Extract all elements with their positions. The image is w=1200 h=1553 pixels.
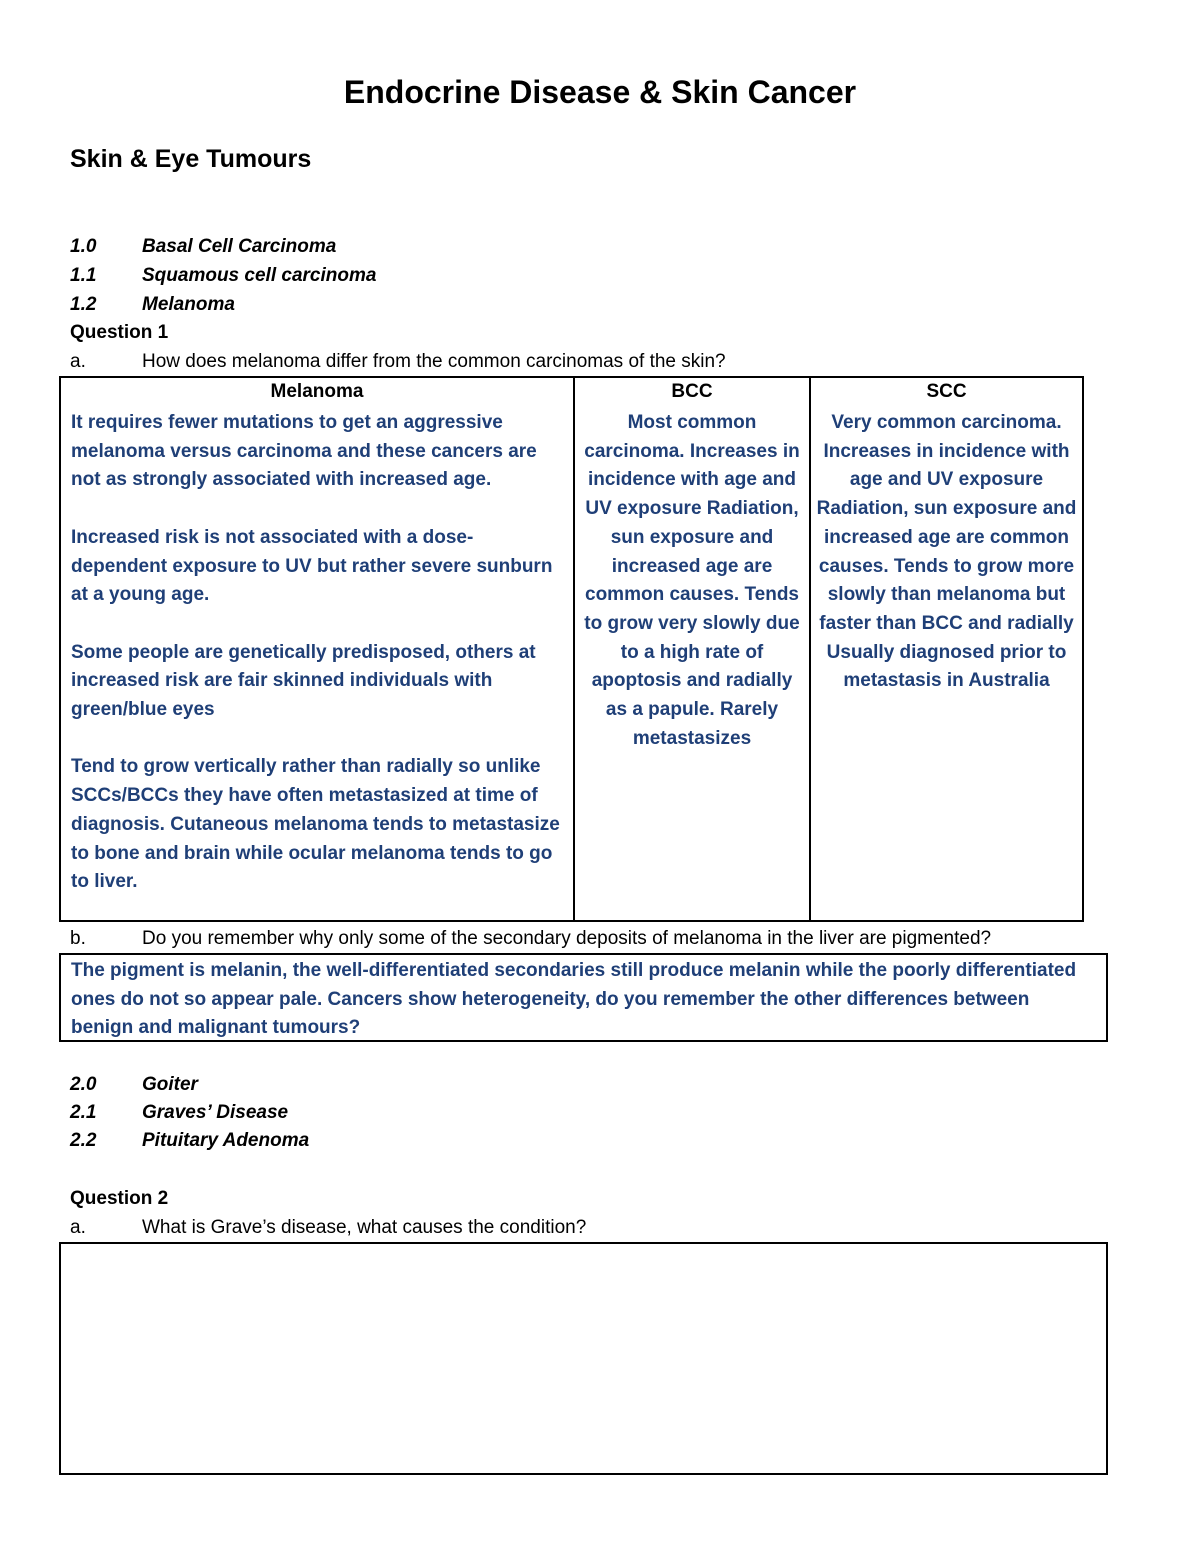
melanoma-paragraph: It requires fewer mutations to get an aggressive melanoma versus carcinoma and these cancers are not as strongly associated with increased age.: [71, 412, 537, 491]
document-title: Endocrine Disease & Skin Cancer: [343, 74, 857, 110]
column-header-melanoma: Melanoma: [270, 381, 364, 402]
toc-item: [70, 1102, 288, 1124]
melanoma-paragraph: Some people are genetically predisposed, others at increased risk are fair skinned individuals with green/blue eyes: [71, 641, 536, 720]
scc-column: [811, 378, 1082, 920]
toc-item: [70, 294, 235, 316]
toc-item: [70, 236, 336, 258]
question-2a: [70, 1217, 586, 1239]
comparison-table: [59, 376, 1084, 922]
question-letter: b.: [70, 928, 86, 949]
toc-label: Goiter: [142, 1074, 198, 1095]
question-text: How does melanoma differ from the common carcinomas of the skin?: [142, 351, 726, 372]
toc-item: [70, 1130, 309, 1152]
question-1a: [70, 351, 726, 373]
question-text: Do you remember why only some of the secondary deposits of melanoma in the liver are pigmented?: [142, 928, 992, 949]
toc-label: Graves’ Disease: [142, 1102, 289, 1123]
question-letter: a.: [70, 1217, 86, 1238]
toc-number: 2.2: [70, 1130, 97, 1151]
answer-box-1b[interactable]: The pigment is melanin, the well-differentiated secondaries still produce melanin while the poorly differentiated ones do not so appear pale. Cancers show heterogeneity, do you remember the other differences between benign and malignant tumours?: [59, 953, 1108, 1042]
toc-label: Squamous cell carcinoma: [142, 265, 377, 286]
bcc-column: [575, 378, 811, 920]
toc-label: Pituitary Adenoma: [142, 1130, 310, 1151]
question-1-heading: Question 1: [70, 322, 169, 343]
column-header-scc: SCC: [926, 381, 967, 402]
answer-box-2a[interactable]: [59, 1242, 1108, 1475]
melanoma-cell: [61, 407, 573, 897]
toc-number: 2.1: [70, 1102, 97, 1123]
question-text: What is Grave’s disease, what causes the condition?: [142, 1217, 587, 1238]
question-letter: a.: [70, 351, 86, 372]
melanoma-column: [61, 378, 575, 920]
melanoma-paragraph: Tend to grow vertically rather than radially so unlike SCCs/BCCs they have often metastasized at time of diagnosis. Cutaneous melanoma tends to metastasize to bone and brain while ocular melanoma tends to go to liver.: [71, 756, 560, 893]
toc-item: [70, 1074, 198, 1096]
column-header-bcc: BCC: [671, 381, 713, 402]
toc-number: 1.1: [70, 265, 97, 286]
toc-number: 2.0: [70, 1074, 97, 1095]
toc-label: Basal Cell Carcinoma: [142, 236, 337, 257]
toc-number: 1.2: [70, 294, 97, 315]
toc-item: [70, 265, 376, 287]
melanoma-paragraph: Increased risk is not associated with a dose-dependent exposure to UV but rather severe sunburn at a young age.: [71, 526, 553, 606]
bcc-cell: Most common carcinoma. Increases in incidence with age and UV exposure Radiation, sun exposure and increased age are common causes. Tends to grow very slowly due to a high rate of apoptosis and radially as a papule. Rarely metastasizes: [584, 412, 800, 749]
toc-number: 1.0: [70, 236, 97, 257]
question-2-heading: Question 2: [70, 1188, 169, 1209]
section-title: Skin & Eye Tumours: [70, 145, 312, 173]
question-1b: [70, 928, 991, 950]
scc-cell: Very common carcinoma. Increases in incidence with age and UV exposure Radiation, sun exposure and increased age are common causes. Tends to grow more slowly than melanoma but faster than BCC and radially Usually diagnosed prior to metastasis in Australia: [816, 412, 1077, 692]
toc-label: Melanoma: [142, 294, 235, 315]
